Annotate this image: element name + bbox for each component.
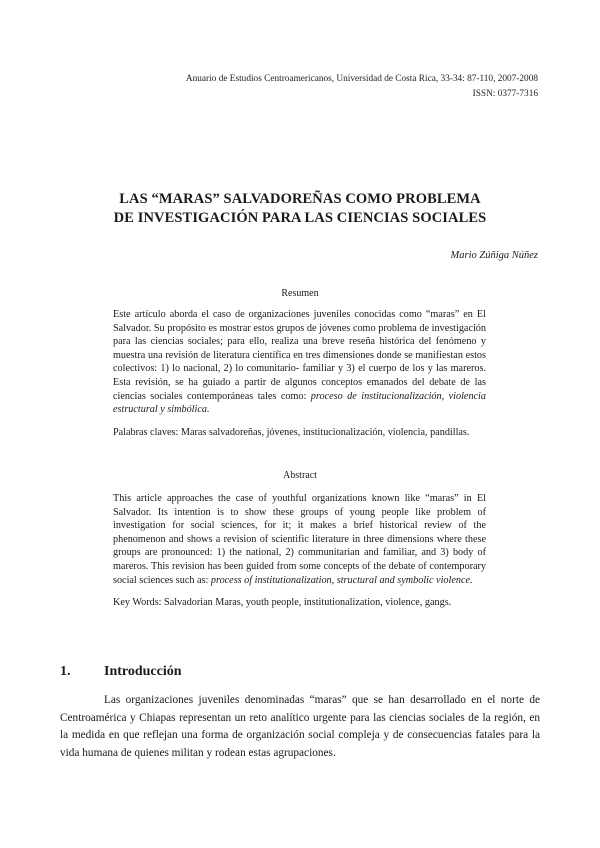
abstract-body: This article approaches the case of youthful organizations known like “maras” in El Salvador. Its intention is to show these groups of young people like problem of investigation for social sciences, for it; it makes a brief historical review of the phenomenon and shows a revision of scientific literature in three dimensions where these groups are pronounced: 1) the national, 2) communitarian and familiar, and 3) body of mareros. This revision has been guided from some concepts of the debate of contemporary social sciences such as: process of institutionalization, structural and symbolic violence. [113,493,486,586]
abstract-block [113,492,486,610]
resumen-body-italic: proceso de institucionalización, violencia estructural y simbólica. [113,390,486,416]
section-heading [60,664,182,680]
title-line-2: DE INVESTIGACIÓN PARA LAS CIENCIAS SOCIALES [113,210,487,226]
title-line-1: LAS “MARAS” SALVADOREÑAS COMO PROBLEMA [119,191,481,207]
abstract-heading: Abstract [283,470,317,481]
resumen-body: Este artículo aborda el caso de organizaciones juveniles conocidas como “maras” en El Salvador. Su propósito es mostrar estos grupos de jóvenes como problema de investigación para las ciencias sociales; para ello, realiza una breve reseña histórica del fenómeno y muestra una revisión de literatura científica en tres dimensiones donde se manifiestan estos colectivos: 1) lo nacional, 2) lo comunitario- familiar y 3) el cuerpo de los y las mareros. Esta revisión, se ha guiado a partir de algunos conceptos emanados del debate de las ciencias sociales contemporáneas tales como: proceso de institucionalización, violencia estructural y simbólica. [113,309,486,416]
author-name: Mario Zúñiga Núñez [450,250,538,261]
section-title: Introducción [104,664,182,679]
section-number: 1. [60,664,71,679]
resumen-keywords: Palabras claves: Maras salvadoreñas, jóvenes, institucionalización, violencia, pandillas. [113,426,470,438]
abstract-keywords: Key Words: Salvadorian Maras, youth people, institutionalization, violence, gangs. [113,597,452,609]
journal-issn: ISSN: 0377-7316 [472,89,538,99]
intro-paragraph: Las organizaciones juveniles denominadas “maras” que se han desarrollado en el norte de Centroamérica y Chiapas representan un reto analítico urgente para las ciencias sociales de la región, en la medida en que reflejan una forma de organización social compleja y de consecuencias fatales para la vida humana de quienes militan y rodean estas agrupaciones. [60,694,540,759]
resumen-block [113,308,486,439]
journal-citation: Anuario de Estudios Centroamericanos, Universidad de Costa Rica, 33-34: 87-110, 2007-2008 [185,74,538,84]
resumen-heading: Resumen [281,288,319,299]
journal-header [186,72,538,102]
abstract-body-italic: process of institutionalization, structural and symbolic violence. [210,574,473,586]
article-title [60,190,540,228]
